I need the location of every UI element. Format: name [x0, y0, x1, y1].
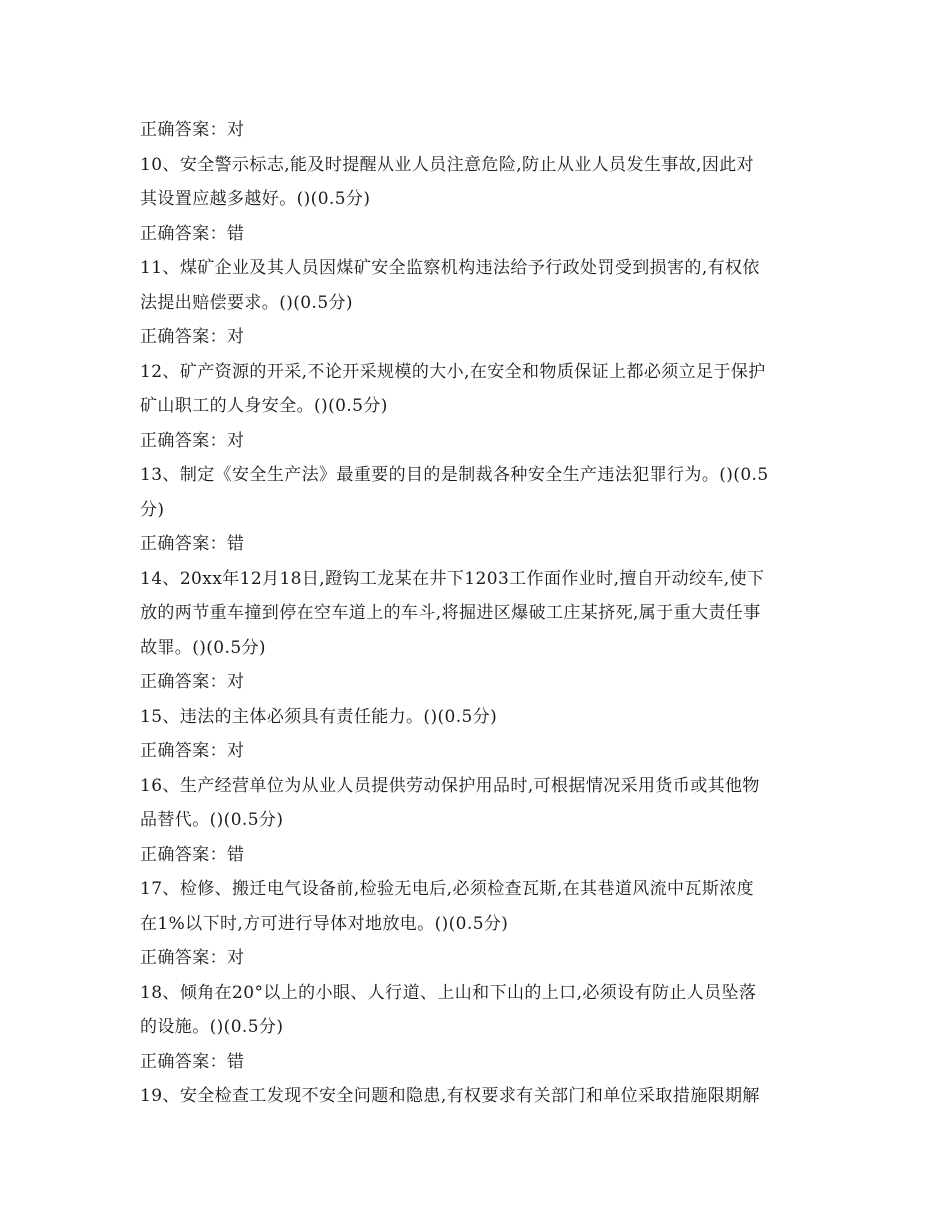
- answer-line: 正确答案：对: [140, 948, 245, 968]
- question-line: 14、20xx年12月18日,蹬钩工龙某在井下1203工作面作业时,擅自开动绞车,使下: [140, 568, 765, 589]
- document-body: [140, 113, 815, 1114]
- question-line: 19、安全检查工发现不安全问题和隐患,有权要求有关部门和单位采取措施限期解: [140, 1086, 760, 1106]
- question-line: 故罪。()(0.5分): [140, 637, 266, 658]
- question-line: 放的两节重车撞到停在空车道上的车斗,将掘进区爆破工庄某挤死,属于重大责任事: [140, 603, 761, 623]
- question-line: 品替代。()(0.5分): [140, 810, 284, 830]
- answer-line: 正确答案：错: [140, 844, 245, 865]
- question-line: 的设施。()(0.5分): [140, 1017, 284, 1037]
- answer-line: 正确答案：对: [140, 672, 245, 692]
- answer-line: 正确答案：错: [140, 534, 245, 554]
- question-line: 16、生产经营单位为从业人员提供劳动保护用品时,可根据情况采用货币或其他物: [140, 775, 760, 796]
- answer-line: 正确答案：对: [140, 120, 245, 140]
- question-line: 其设置应越多越好。()(0.5分): [140, 189, 371, 209]
- answer-line: 正确答案：对: [140, 741, 245, 761]
- question-line: 矿山职工的人身安全。()(0.5分): [140, 396, 388, 416]
- question-line: 法提出赔偿要求。()(0.5分): [140, 292, 353, 313]
- answer-line: 正确答案：错: [140, 223, 245, 244]
- answer-line: 正确答案：错: [140, 1051, 245, 1072]
- question-line: 13、制定《安全生产法》最重要的目的是制裁各种安全生产违法犯罪行为。()(0.5: [140, 465, 769, 485]
- question-line: 11、煤矿企业及其人员因煤矿安全监察机构违法给予行政处罚受到损害的,有权依: [140, 258, 760, 278]
- question-line: 10、安全警示标志,能及时提醒从业人员注意危险,防止从业人员发生事故,因此对: [140, 154, 755, 175]
- question-line: 12、矿产资源的开采,不论开采规模的大小,在安全和物质保证上都必须立足于保护: [140, 361, 766, 382]
- answer-line: 正确答案：对: [140, 327, 245, 347]
- question-line: 在1%以下时,方可进行导体对地放电。()(0.5分): [140, 913, 509, 934]
- question-line: 分): [140, 499, 165, 520]
- question-line: 18、倾角在20°以上的小眼、人行道、上山和下山的上口,必须设有防止人员坠落: [140, 982, 757, 1003]
- question-line: 17、检修、搬迁电气设备前,检验无电后,必须检查瓦斯,在其巷道风流中瓦斯浓度: [140, 879, 755, 899]
- answer-line: 正确答案：对: [140, 430, 245, 451]
- question-line: 15、违法的主体必须具有责任能力。()(0.5分): [140, 706, 498, 727]
